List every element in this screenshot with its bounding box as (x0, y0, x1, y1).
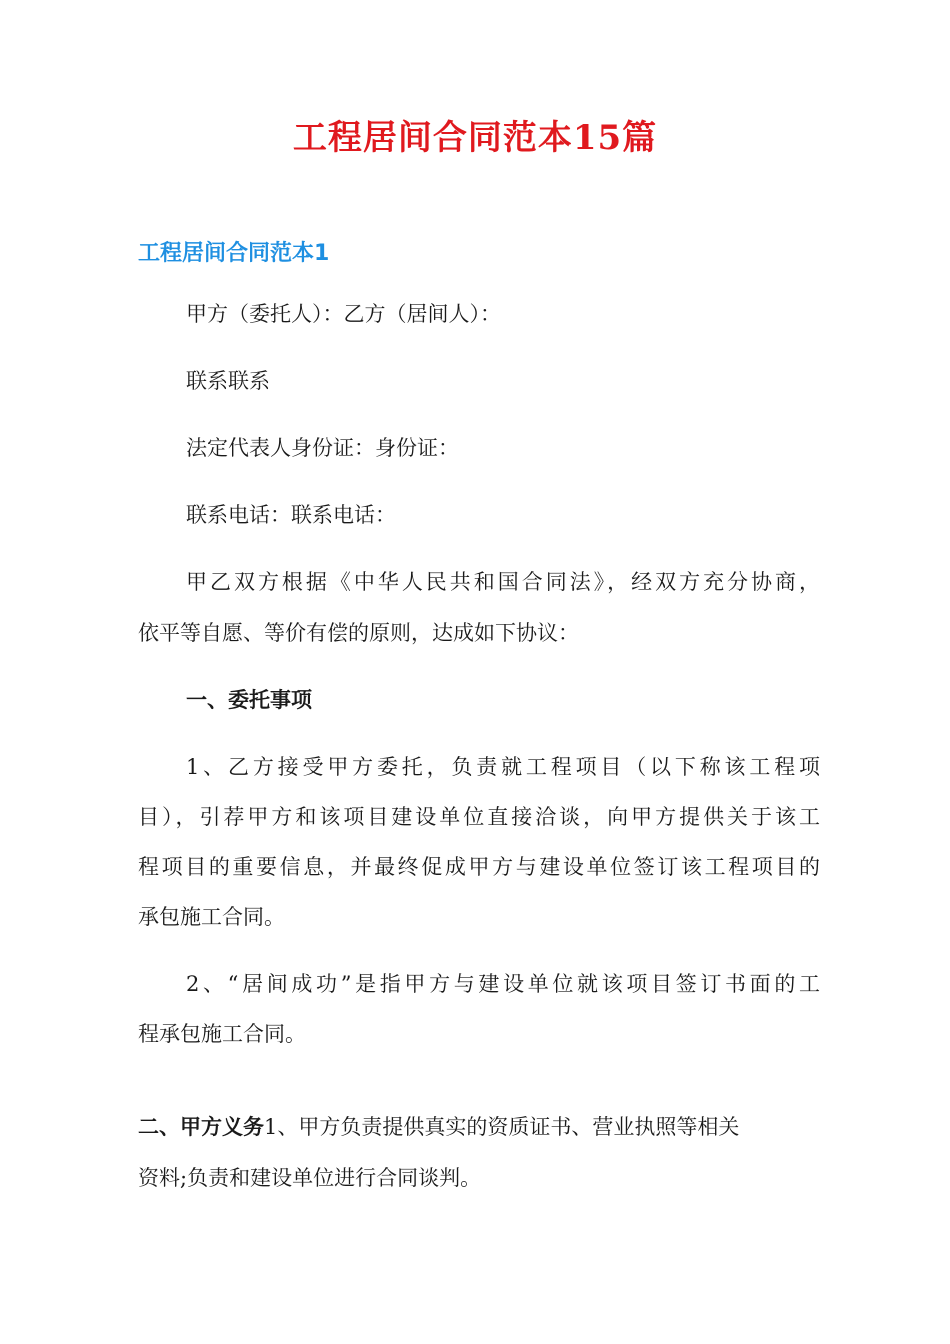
clause-2-line-2: 程承包施工合同。 (138, 1022, 306, 1046)
party-a-duties-line-2: 资料;负责和建设单位进行合同谈判。 (138, 1166, 482, 1190)
phone-line: 联系电话：联系电话： (186, 503, 396, 527)
party-line: 甲方（委托人）：乙方（居间人）： (186, 302, 501, 326)
clause-1-line-1: 1、乙方接受甲方委托，负责就工程项目（以下称该工程项 (186, 755, 820, 779)
clause-1-line-4: 承包施工合同。 (138, 905, 285, 929)
party-a-duties-text: 1、甲方负责提供真实的资质证书、营业执照等相关 (264, 1115, 740, 1139)
party-a-duties-line-1 (138, 1113, 820, 1141)
document-title: 工程居间合同范本15篇 (292, 118, 658, 158)
clause-1-line-2: 目），引荐甲方和该项目建设单位直接洽谈，向甲方提供关于该工 (138, 805, 820, 829)
id-line: 法定代表人身份证：身份证： (186, 436, 459, 460)
heading-party-a-duties: 二、甲方义务 (138, 1115, 264, 1139)
section-heading: 工程居间合同范本1 (138, 241, 330, 266)
intro-line-2: 依平等自愿、等价有偿的原则，达成如下协议： (138, 621, 579, 645)
heading-entrusted-matters: 一、委托事项 (186, 688, 312, 712)
clause-1-line-3: 程项目的重要信息，并最终促成甲方与建设单位签订该工程项目的 (138, 855, 820, 879)
contact-line: 联系联系 (186, 369, 270, 393)
intro-line-1: 甲乙双方根据《中华人民共和国合同法》，经双方充分协商， (186, 570, 820, 594)
clause-2-line-1: 2、“居间成功”是指甲方与建设单位就该项目签订书面的工 (186, 972, 820, 996)
